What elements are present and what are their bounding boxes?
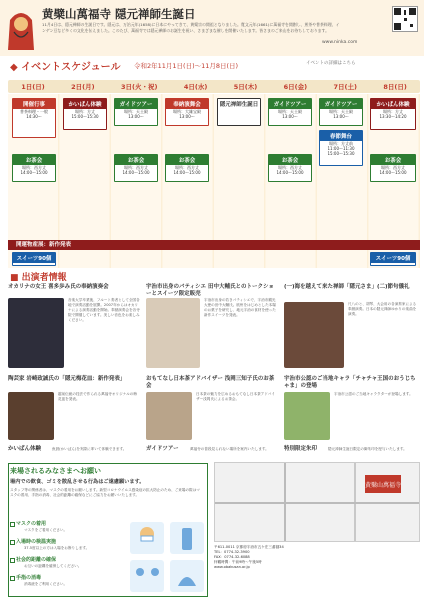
rule-label: マスクの着用 xyxy=(16,521,47,527)
schedule-title: ◆ イベントスケジュール xyxy=(10,62,121,73)
event-card[interactable]: お茶会 場所：西方丈 14:00〜15:00 xyxy=(268,154,312,182)
event-card[interactable]: スイーツ90個 xyxy=(12,252,56,266)
event-card[interactable]: ガイドツアー 場所：天王殿 13:00〜 xyxy=(268,98,312,126)
performer-photo xyxy=(146,298,200,368)
performer-card: (一)海を越えて来た禅師「隠元さま」(二)節句儀礼 尺八のと、胡琴、大会用の各演奏家による奉納演奏。日本の隠元禅師ゆかりの楽曲を演奏。 xyxy=(284,284,418,374)
day-4: 4日(水) xyxy=(183,83,208,91)
performer-card: おもてなし日本茶アドバイザー 浅岡三知子氏のお茶会 日本茶の魅力を広めるおもてなし日本茶アドバイザー浅岡氏によるお茶会。 xyxy=(146,376,278,444)
event-card[interactable]: 隠元禅師生誕日 xyxy=(217,98,261,126)
event-card[interactable]: お茶会 場所：西方丈 14:00〜15:00 xyxy=(165,154,209,182)
day-3: 3日(火・祝) xyxy=(120,83,158,91)
performers-title: ■ 出演者情報 xyxy=(10,273,67,283)
web-link[interactable]: www.obakusan.or.jp xyxy=(214,565,250,569)
hours-text: 拝観時間：午前9時〜午後5時 xyxy=(214,560,262,564)
event-card[interactable]: 開催行事 普茶料理・一般 14:30〜 xyxy=(12,98,56,138)
checkbox-icon xyxy=(10,540,15,545)
event-card[interactable]: お茶会 場所：西方丈 14:00〜15:00 xyxy=(370,154,416,182)
event-card[interactable]: お茶会 場所：西方丈 14:00〜15:00 xyxy=(114,154,158,182)
performer-photo xyxy=(8,298,64,368)
performer-photo xyxy=(284,392,330,440)
performer-card: オカリナの女王 喜多歩み氏の奉納演奏会 音楽大学卒業後、フルート奏者として全国各地で演奏活動を展開。2007年からはオカリナによる演奏活動を開始。奉納演奏会を各寺院で開催しています。美しい音色をお楽しみください。 xyxy=(8,284,140,374)
website-link[interactable]: www.ninka.com xyxy=(322,40,358,45)
rule-label: 入場時の検温実施 xyxy=(16,539,57,545)
schedule-note: イベントの詳細はこちら xyxy=(306,61,356,66)
page-title: 黄檗山萬福寺 隠元禅師生誕日 xyxy=(42,7,196,21)
performer-card: 宇治市公認のご当地キャラ「チャチャ王国のおうじちゃま」の登場 宇治市公認のご当地キャラクターが登場します。 xyxy=(284,376,418,444)
day-1: 1日(日) xyxy=(21,83,45,91)
rule-detail: 消毒液をご利用ください。 xyxy=(24,582,68,586)
performer-photo xyxy=(146,392,192,440)
performer-photo xyxy=(8,392,54,440)
shop-banner: 開運物産展：新作発表 xyxy=(8,240,420,250)
tel-text: TEL：0774-32-3900 xyxy=(214,550,250,554)
notice-title: 来場されるみなさまへお願い xyxy=(10,467,101,475)
rule-label: 社会的距離の確保 xyxy=(16,557,57,563)
day-6: 6日(金) xyxy=(283,83,308,91)
event-card[interactable]: かいぱん体験 場所：方丈 15:00〜15:30 xyxy=(63,98,107,130)
checkbox-icon xyxy=(10,576,15,581)
event-card[interactable]: ガイドツアー 場所：天王殿 13:00〜 xyxy=(114,98,158,126)
event-card[interactable]: 奉納演舞会 場所：大雄宝殿 13:00〜 xyxy=(165,98,209,126)
event-card[interactable]: かいぱん体験 場所：方丈 13:30〜14:20 xyxy=(370,98,416,130)
rule-label: 手指の消毒 xyxy=(16,575,42,581)
intro-text: 11月4日は、隠元禅師の生誕日です。隠元は、万治元年(1658)に日本にやってきて、黄檗宗の開祖となりました。寛文元年(1661)に萬福寺を開創し、煎茶や普茶料理、インゲン豆など多くの文化を伝えました。このたび、萬福寺では隠元禅師のお誕生を祝い、さまざまな催しを開催いたします。皆さまのご来山をお待ちしております。 xyxy=(42,22,340,34)
checkbox-icon xyxy=(10,522,15,527)
event-card[interactable]: 春節舞台 場所：方丈前 11:00〜11:30 15:00〜15:30 xyxy=(319,130,363,166)
extra-card: かいぱん体験 魚鼓(かいぱん)を実際に叩いて体験できます。 xyxy=(8,446,140,460)
performer-photo xyxy=(284,302,344,368)
hygiene-icons xyxy=(128,520,206,594)
day-5: 5日(木) xyxy=(233,83,258,91)
map-temple-label: 黄檗山萬福寺 xyxy=(364,482,402,489)
access-info xyxy=(214,545,420,570)
rule-detail: マスクをご着用ください。 xyxy=(24,528,68,532)
extra-card: ガイドツアー 萬福寺の普段見られない場所を案内いたします。 xyxy=(146,446,278,460)
bodhidharma-illustration xyxy=(4,2,38,52)
rule-detail: お互いの距離を確保してください。 xyxy=(24,564,82,568)
schedule-date-range: 令和2年11月1日(日)〜11月8日(日) xyxy=(134,62,239,70)
day-7: 7日(土) xyxy=(333,83,357,91)
performer-card: 宇治市出身のパティシエ 田中大輔氏とのトークショーとスイーツ限定販売 宇治市出身の若きパティシエで、宇治市観光大使の田中大輔氏。欧州をはじめとした本場のお菓子を研究し、地元宇治の食材を使った新作スイーツを発表。 xyxy=(146,284,278,374)
day-8: 8日(日) xyxy=(383,83,407,91)
notice-body: スタッフ等の関係者は、マスクの着用をお願いします。新型コロナウイルス感染症の拡大防止のため、ご来場の際はマスクの着用、手指の消毒、社会的距離の確保などにご協力をお願いいたします。 xyxy=(10,488,200,497)
extra-card: 特別限定朱印 隠元禅師生誕日限定の御朱印を授与いたします。 xyxy=(284,446,418,460)
event-card[interactable]: ガイドツアー 場所：天王殿 13:00〜 xyxy=(319,98,363,126)
day-2: 2日(月) xyxy=(71,83,95,91)
day-header-row xyxy=(8,80,420,93)
notice-subtitle: 場内での飲食、ゴミを散乱させる行為はご遠慮願います。 xyxy=(10,479,145,485)
rule-detail: 37.5度以上の方は入場をお断りします。 xyxy=(24,546,90,550)
access-map[interactable] xyxy=(214,462,420,542)
qr-code-icon[interactable] xyxy=(392,6,418,32)
event-card[interactable]: スイーツ90個 xyxy=(370,252,416,266)
checkbox-icon xyxy=(10,558,15,563)
performer-card: 陶芸家 岩崎政誠氏の「隠元梅花皿：新作発表」 越前伝統の技法で作られる萬福寺オリジナルの梅花皿を発表。 xyxy=(8,376,140,444)
event-card[interactable]: お茶会 場所：西方丈 14:00〜15:00 xyxy=(12,154,56,182)
address-text: 〒611-0011 京都府宇治市五ケ庄三番割34 xyxy=(214,545,284,549)
fax-text: FAX：0774-32-6088 xyxy=(214,555,250,559)
